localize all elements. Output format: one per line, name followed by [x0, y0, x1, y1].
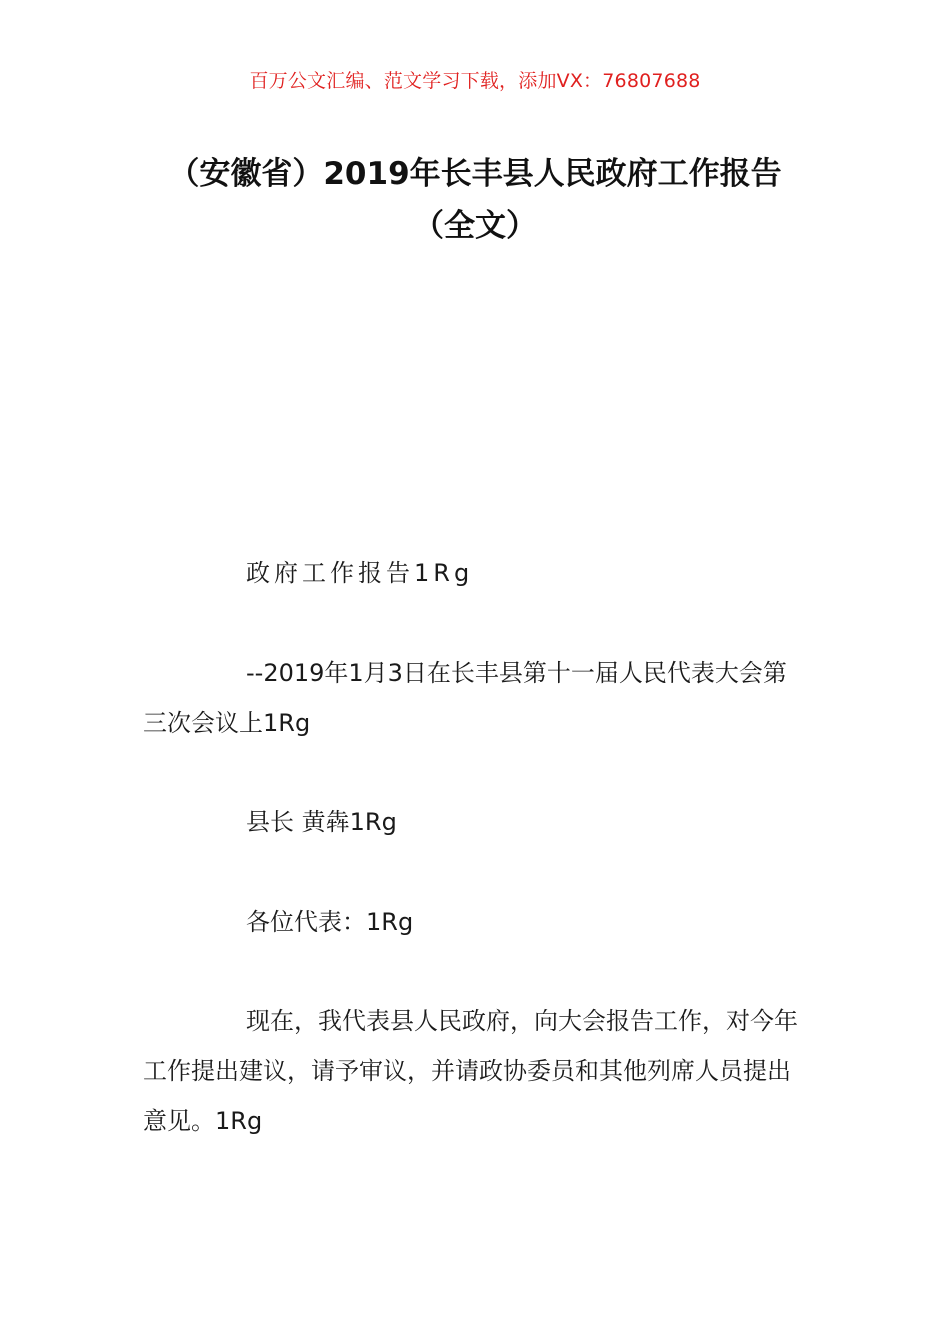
header-note: 百万公文汇编、范文学习下载，添加VX：76807688 — [249, 70, 701, 92]
opening-paragraph: 现在，我代表县人民政府，向大会报告工作，对今年工作提出建议，请予审议，并请政协委员和其他列席人员提出意见。1Rg — [143, 1007, 798, 1135]
report-heading: 政府工作报告1Rg — [246, 559, 474, 587]
salutation: 各位代表：1Rg — [246, 908, 414, 936]
meeting-line: --2019年1月3日在长丰县第十一届人民代表大会第三次会议上1Rg — [143, 659, 787, 737]
speaker-line: 县长 黄犇1Rg — [246, 808, 397, 836]
document-title: （安徽省）2019年长丰县人民政府工作报告（全文） — [168, 156, 782, 244]
